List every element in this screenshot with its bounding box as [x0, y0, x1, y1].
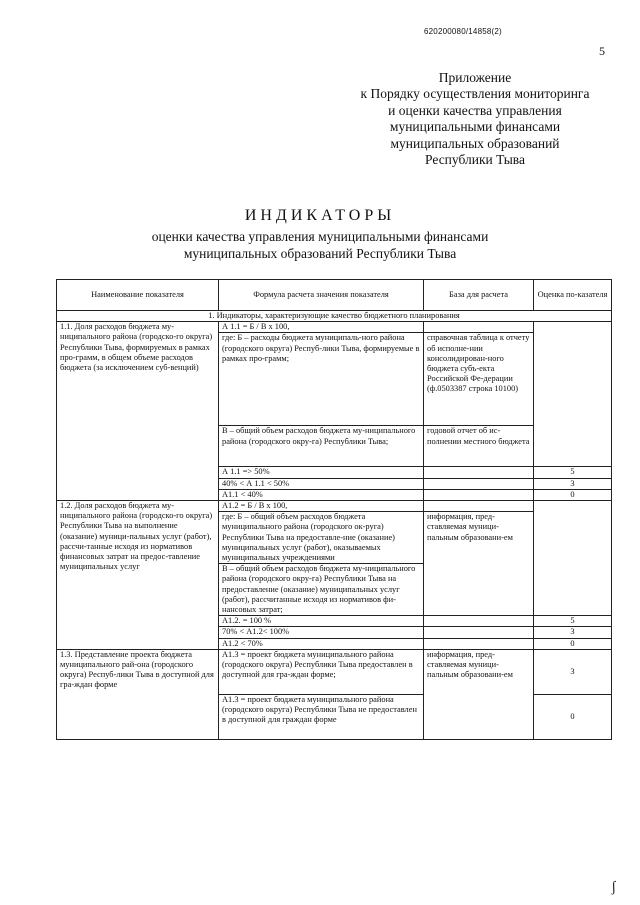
section-title: 1. Индикаторы, характеризующие качество бюджетного планирования: [57, 311, 612, 322]
condition-cell: А1.2 < 70%: [219, 638, 424, 649]
base-cell: информация, пред-ставляемая муници-пальным образовани-ем: [424, 649, 534, 739]
score-value: 5: [534, 616, 612, 627]
appendix-line: к Порядку осуществления мониторинга: [360, 86, 590, 102]
indicator-name: 1.3. Представление проекта бюджета муниципального рай-она (городского округа) Респуб-лики Тыва в доступной для гра-ждан форме: [57, 649, 219, 739]
score-value: 3: [534, 478, 612, 489]
base-cell: [424, 467, 534, 478]
base-cell: [424, 478, 534, 489]
score-value: 3: [534, 627, 612, 638]
score-value: 0: [534, 489, 612, 500]
table-row: [57, 649, 612, 694]
base-cell: [424, 638, 534, 649]
document-number: 620200080/14858(2): [424, 27, 502, 36]
base-cell: годовой отчет об ис-полнении местного бюджета: [424, 426, 534, 467]
section-row: [57, 311, 612, 322]
document-subtitle: [0, 228, 640, 262]
appendix-heading: [340, 70, 610, 168]
condition-cell: А1.2. = 100 %: [219, 616, 424, 627]
base-cell: информация, пред-ставляемая муници-пальным образовани-ем: [424, 512, 534, 616]
header-cell: Наименование показателя: [57, 280, 219, 311]
subtitle-line: муниципальных образований Республики Тыва: [183, 246, 457, 261]
appendix-line: муниципальными финансами: [389, 119, 561, 135]
formula-cell: В – общий объем расходов бюджета му-ниципального района (городского окру-га) Республики Тыва;: [219, 426, 424, 467]
appendix-line: Республики Тыва: [425, 152, 525, 168]
appendix-line: и оценки качества управления: [388, 102, 562, 118]
indicators-table: [56, 279, 612, 740]
base-cell: [424, 616, 534, 627]
document-title: ИНДИКАТОРЫ: [244, 207, 396, 224]
base-cell: справочная таблица к отчету об исполне-нии консолидирован-ного бюджета субъ-екта Российской Фе-дерации (ф.0503387 строка 10100): [424, 333, 534, 426]
appendix-line: Приложение: [438, 70, 512, 85]
header-cell: Оценка по-казателя: [534, 280, 612, 311]
condition-cell: 40% < А 1.1 < 50%: [219, 478, 424, 489]
page-number: 5: [599, 44, 605, 58]
score-value: 5: [534, 467, 612, 478]
indicator-name: 1.2. Доля расходов бюджета му-ниципального района (городско-го округа) Республики Тыва на выполнение (оказание) муници-пальных услуг (работ), рассчи-танные исходя из нормативов финансовых затрат на предос-тавление муниципальных услуг: [57, 501, 219, 650]
score-value: 0: [534, 694, 612, 739]
score-value: 3: [534, 649, 612, 694]
base-cell: [424, 627, 534, 638]
formula-cell: где: Б – расходы бюджета муниципаль-ного района (городского округа) Респуб-лики Тыва, формируемые в рамках про-грамм;: [219, 333, 424, 426]
indicator-name: 1.1. Доля расходов бюджета му-ниципального района (городско-го округа) Республики Тыва, формируемых в рамках про-грамм, в общем объеме расходов бюджета (за исключением суб-венций): [57, 322, 219, 501]
condition-cell: А1.3 = проект бюджета муниципального района (городского округа) Республики Тыва не предоставлен в доступной для граждан форме: [219, 694, 424, 739]
base-cell: [424, 489, 534, 500]
formula-cell: А 1.1 = Б / В х 100,: [219, 322, 424, 333]
condition-cell: А1.3 = проект бюджета муниципального района (городского округа) Республики Тыва предоставлен в доступной для гра-ждан форме;: [219, 649, 424, 694]
formula-cell: А1.2 = Б / В х 100,: [219, 501, 424, 512]
base-cell: [424, 322, 534, 333]
condition-cell: А 1.1 => 50%: [219, 467, 424, 478]
appendix-line: муниципальных образований: [390, 135, 560, 151]
header-cell: Формула расчета значения показателя: [219, 280, 424, 311]
handwritten-page-mark: ʃ: [610, 879, 618, 896]
condition-cell: А1.1 < 40%: [219, 489, 424, 500]
base-cell: [424, 501, 534, 512]
formula-cell: где: Б – общий объем расходов бюджета муниципального района (городского ок-руга) Республики Тыва на предоставле-ние (оказание) муниципальных услуг (работ), оказываемых муниципальных учреждениями: [219, 512, 424, 564]
condition-cell: 70% < А1.2< 100%: [219, 627, 424, 638]
header-cell: База для расчета: [424, 280, 534, 311]
score-cell: [534, 501, 612, 616]
formula-cell: В – общий объем расходов бюджета му-ниципального района (городского окру-га) Республики Тыва на предоставление (оказание) муниципальных услуг (работ), рассчитанные исходя из нормативов фи-нансовых затрат;: [219, 564, 424, 616]
score-value: 0: [534, 638, 612, 649]
table-row: [57, 501, 612, 512]
table-header-row: [57, 280, 612, 311]
score-cell: [534, 322, 612, 467]
subtitle-line: оценки качества управления муниципальными финансами: [151, 229, 489, 244]
table-row: [57, 322, 612, 333]
